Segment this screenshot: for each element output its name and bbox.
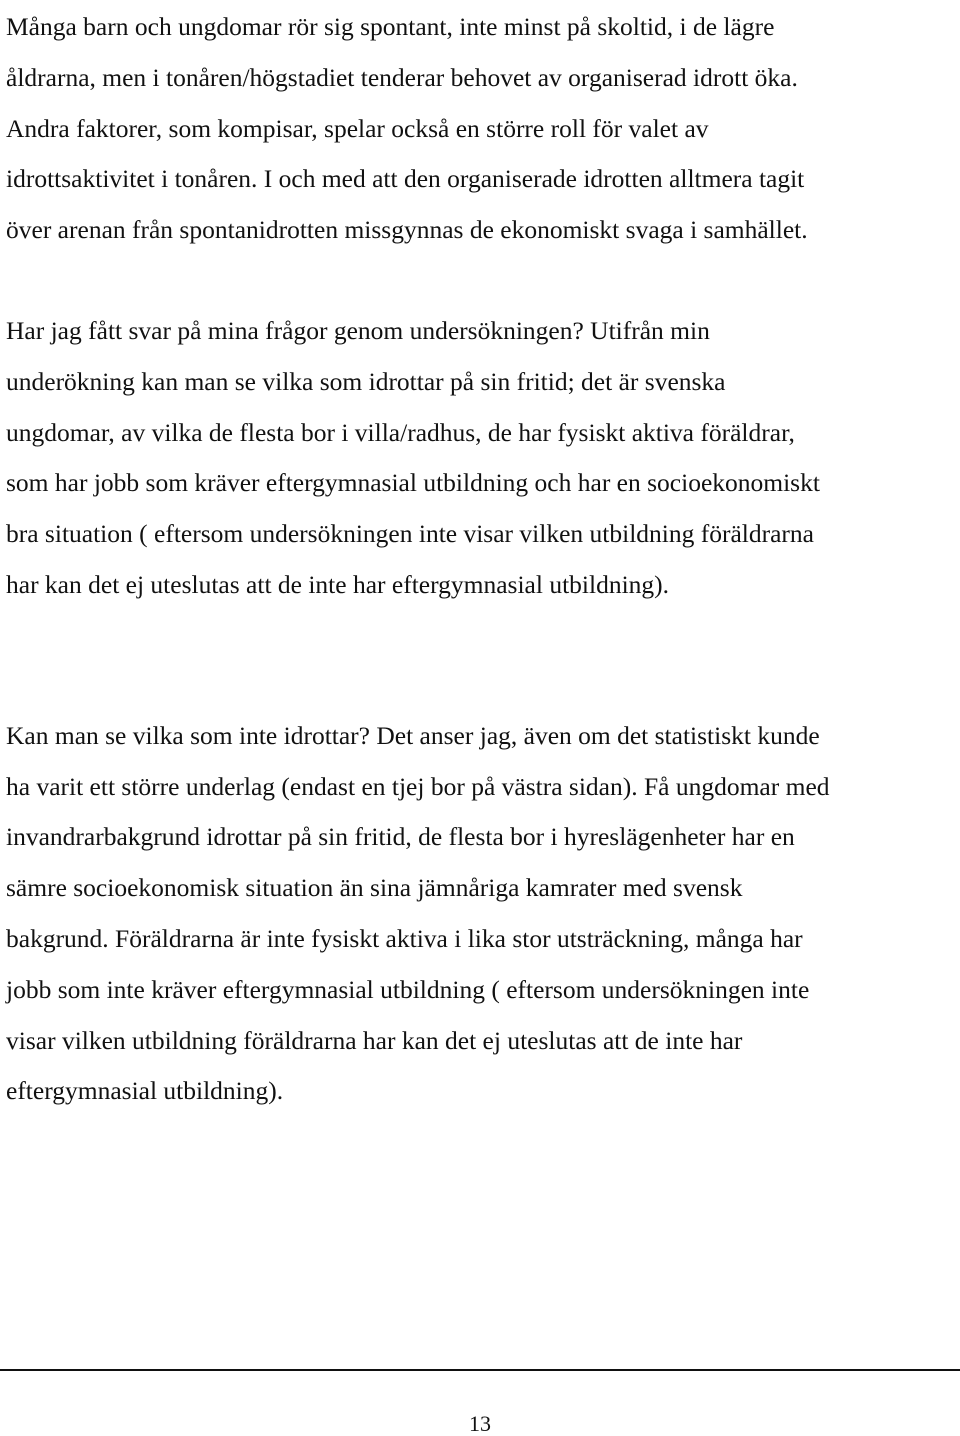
paragraph xyxy=(6,306,956,611)
text-line: underökning kan man se vilka som idrottar på sin fritid; det är svenska xyxy=(6,366,726,396)
text-line: Har jag fått svar på mina frågor genom undersökningen? Utifrån min xyxy=(6,315,710,345)
text-line: bakgrund. Föräldrarna är inte fysiskt aktiva i lika stor utsträckning, många har xyxy=(6,923,803,953)
text-line: ha varit ett större underlag (endast en tjej bor på västra sidan). Få ungdomar med xyxy=(6,771,830,801)
text-line: åldrarna, men i tonåren/högstadiet tenderar behovet av organiserad idrott öka. xyxy=(6,62,798,92)
paragraph xyxy=(6,711,956,1117)
text-line: har kan det ej uteslutas att de inte har eftergymnasial utbildning). xyxy=(6,569,670,599)
text-line: bra situation ( eftersom undersökningen inte visar vilken utbildning föräldrarna xyxy=(6,519,814,549)
text-line: ungdomar, av vilka de flesta bor i villa/radhus, de har fysiskt aktiva föräldrar, xyxy=(6,417,795,447)
paragraph xyxy=(6,2,956,256)
text-line: eftergymnasial utbildning). xyxy=(6,1076,284,1106)
footer-divider xyxy=(0,1369,960,1371)
text-line: jobb som inte kräver eftergymnasial utbildning ( eftersom undersökningen inte xyxy=(6,974,810,1004)
text-line: som har jobb som kräver eftergymnasial utbildning och har en socioekonomiskt xyxy=(6,468,820,498)
text-line: invandrarbakgrund idrottar på sin fritid, de flesta bor i hyreslägenheter har en xyxy=(6,822,795,852)
text-line: Kan man se vilka som inte idrottar? Det anser jag, även om det statistiskt kunde xyxy=(6,720,820,750)
body-text xyxy=(6,2,956,1117)
text-line: sämre socioekonomisk situation än sina jämnåriga kamrater med svensk xyxy=(6,873,743,903)
text-line: Många barn och ungdomar rör sig spontant, inte minst på skoltid, i de lägre xyxy=(6,12,775,41)
page-number: 13 xyxy=(469,1411,491,1436)
text-line: över arenan från spontanidrotten missgynnas de ekonomiskt svaga i samhället. xyxy=(6,215,808,245)
text-line: visar vilken utbildning föräldrarna har kan det ej uteslutas att de inte har xyxy=(6,1025,743,1055)
text-line: Andra faktorer, som kompisar, spelar också en större roll för valet av xyxy=(6,113,709,143)
text-line: idrottsaktivitet i tonåren. I och med att den organiserade idrotten alltmera tagit xyxy=(6,164,805,194)
